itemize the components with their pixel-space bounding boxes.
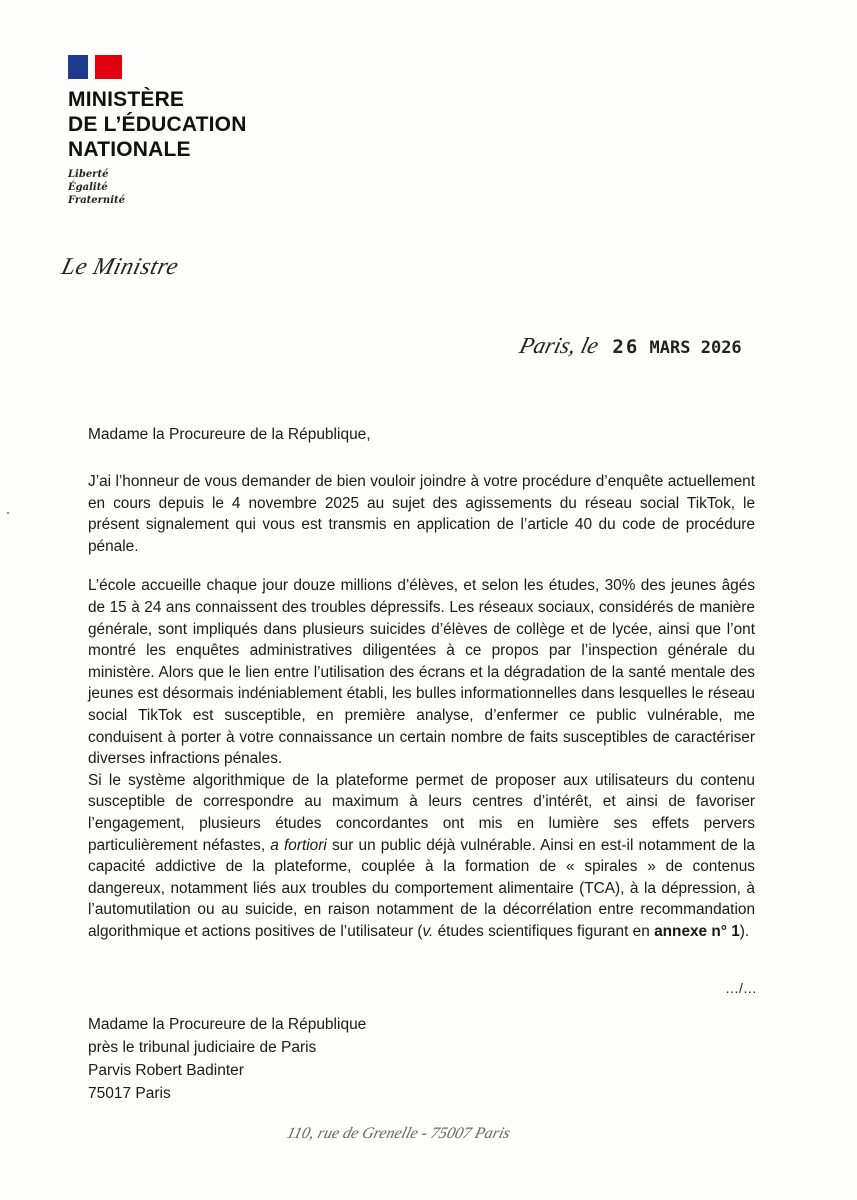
- salutation: Madame la Procureure de la République,: [88, 426, 371, 443]
- ministry-line: MINISTÈRE: [68, 88, 185, 111]
- recipient-address: [88, 1013, 366, 1105]
- letter-body: [88, 471, 755, 960]
- flag-blue: [68, 55, 88, 79]
- address-line: Parvis Robert Badinter: [88, 1062, 244, 1079]
- continuation-mark: …/…: [725, 980, 757, 996]
- footer-address: 110, rue de Grenelle - 75007 Paris: [285, 1125, 512, 1142]
- ministry-line: NATIONALE: [68, 138, 191, 161]
- marianne-flag-icon: [68, 55, 122, 79]
- paragraph: J’ai l’honneur de vous demander de bien vouloir joindre à votre procédure d’enquête actuellement en cours depuis le 4 novembre 2025 au sujet des agissements du réseau social TikTok, le présent signalement qui vous est transmis en application de l’article 40 du code de procédure pénale.: [88, 473, 755, 555]
- address-line: 75017 Paris: [88, 1085, 171, 1102]
- address-line: Madame la Procureure de la République: [88, 1016, 367, 1033]
- address-line: près le tribunal judiciaire de Paris: [88, 1039, 317, 1056]
- emphasis: v.: [422, 922, 434, 940]
- date-month-year: MARS 2026: [649, 338, 742, 358]
- date-day: 26: [612, 336, 640, 358]
- paragraph: L’école accueille chaque jour douze millions d’élèves, et selon les études, 30% des jeunes âgés de 15 à 24 ans connaissent des troubles dépressifs. Les réseaux sociaux, considérés de manière générale, sont impliqués dans plusieurs suicides d’élèves de collège et de lycée, ainsi que l’ont montré les enquêtes administratives diligentées à ce propos par l’inspection générale du ministère. Alors que le lien entre l’utilisation des écrans et la dégradation de la santé mentale des jeunes est désormais indéniablement établi, les bulles informationnelles dans lesquelles le réseau social TikTok est susceptible, en première analyse, d’enfermer ce public vulnérable, me conduisent à porter à votre connaissance un certain nombre de faits susceptibles de caractériser diverses infractions pénales.: [88, 577, 755, 768]
- signatory-title: Le Ministre: [58, 254, 182, 280]
- ministry-line: DE L’ÉDUCATION: [68, 113, 247, 136]
- paragraph: Si le système algorithmique de la plateforme permet de proposer aux utilisateurs du contenu susceptible de correspondre au maximum à leurs centres d’intérêt, et ainsi de favoriser l’engagement, plusieurs études concordantes ont mis en lumière ses effets pervers particulièrement néfastes, a fortiori sur un public déjà vulnérable. Ainsi en est-il notamment de la capacité addictive de la plateforme, couplée à la formation de « spirales » de contenus dangereux, notamment liés aux troubles du comportement alimentaire (TCA), à la dépression, à l’automutilation ou au suicide, en raison notamment de la décorrélation entre recommandation algorithmique et actions positives de l’utilisateur (v. études scientifiques figurant en annexe n° 1).: [88, 771, 755, 940]
- ministry-logo: [68, 55, 247, 207]
- date-line: [517, 333, 742, 359]
- motto-line: Fraternité: [68, 195, 125, 206]
- date-stamp: [612, 338, 741, 358]
- motto-line: Liberté: [68, 169, 109, 180]
- annex-reference: annexe n° 1: [654, 922, 740, 940]
- flag-red: [95, 55, 122, 79]
- date-place: Paris, le: [517, 333, 602, 358]
- motto-line: Égalité: [68, 182, 108, 193]
- republic-motto: [68, 168, 247, 207]
- emphasis: a fortiori: [270, 836, 327, 854]
- ministry-name: [68, 87, 247, 162]
- scan-speck: [7, 512, 9, 514]
